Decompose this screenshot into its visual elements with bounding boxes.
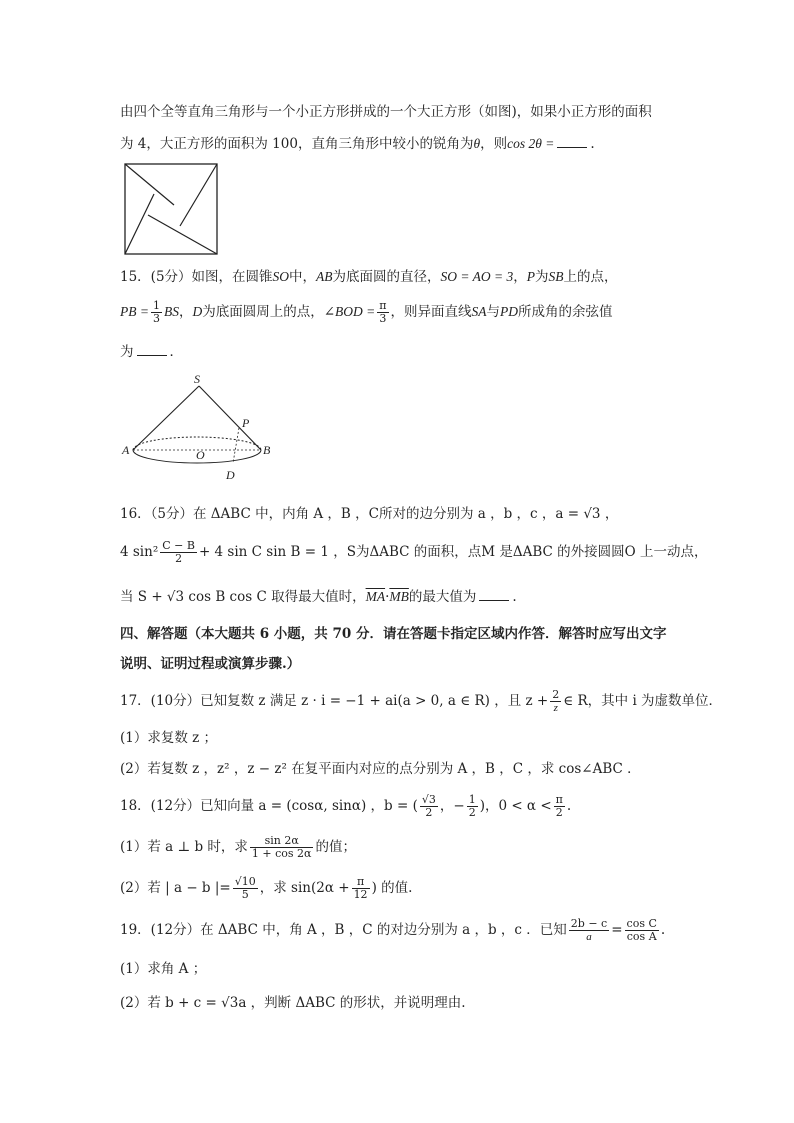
cone-figure: [118, 370, 278, 485]
answer-blank: [137, 343, 167, 356]
p19-q1: (1）求角 A ；: [120, 961, 207, 977]
p18-q1: (1）若 a ⊥ b 时，求 $\frac{\sin 2\alpha}{1 + \cos 2\alpha}$ 的值；: [120, 834, 356, 860]
label-d: D: [226, 468, 235, 482]
answer-blank: [479, 588, 509, 601]
label-p: P: [242, 416, 250, 430]
p16-line3: 当 S + √3 cos B cos C 取得最大值时，$\overline{MA}\cdot\overline{MB}$的最大值为 .: [120, 589, 517, 605]
p18-line1: 18．(12分）已知向量 a = (cosα, sinα) ，b = ( $\frac{√3}{2}$ ，− $\frac{1}{2}$ )，0 < α < $\frac{\pi}{2}$ .: [120, 793, 572, 819]
square-figure: [124, 163, 218, 255]
p15-line3: 为 ．: [120, 344, 183, 360]
p16-line1: 16．（5分）在 ΔABC 中，内角 A ，B ，C所对的边分别为 a ，b ，c ，a = √3 ，: [120, 506, 619, 522]
p16-line2: 4 sin² $\frac{C - B}{2}$ + 4 sin C sin B = 1 ，S为ΔABC 的面积，点M 是ΔABC 的外接圆圆O 上一动点，: [120, 539, 708, 565]
p15-line1: 15．(5分）如图，在圆锥SO中，AB为底面圆的直径，SO = AO = 3，P为SB上的点，: [120, 269, 618, 285]
p17-line1: 17．(10分）已知复数 z 满足 z · i = −1 + ai(a > 0, a ∈ R) ，且 z + $\frac{2}{z}$ ∈ R，其中 i 为虚数单位．: [120, 688, 723, 714]
p19-q2: (2）若 b + c = √3a ，判断 ΔABC 的形状，并说明理由.: [120, 995, 466, 1011]
p14-line2: 为 4，大正方形的面积为 100，直角三角形中较小的锐角为θ，则cos 2θ = .: [120, 136, 595, 152]
section-4-heading-cont: 说明、证明过程或演算步骤.）: [120, 656, 301, 672]
p14-line1: 由四个全等直角三角形与一个小正方形拼成的一个大正方形（如图)，如果小正方形的面积: [120, 104, 652, 120]
label-s: S: [194, 372, 200, 386]
section-4-heading: 四、解答题（本大题共 6 小题，共 70 分．请在答题卡指定区域内作答．解答时应写出文字: [120, 626, 667, 642]
answer-blank: [557, 135, 587, 148]
label-b: B: [263, 443, 271, 457]
p18-q2: (2）若 | a − b |= $\frac{√10}{5}$ ，求 sin(2α + $\frac{\pi}{12}$ ) 的值.: [120, 875, 413, 901]
p15-line2: PB = $\frac{1}{3}$ BS，D为底面圆周上的点，∠BOD = $\frac{\pi}{3}$ ，则异面直线SA与PD所成角的余弦值: [120, 299, 613, 325]
p17-q1: (1）求复数 z ；: [120, 730, 218, 746]
p17-q2: (2）若复数 z ，z² ，z − z² 在复平面内对应的点分别为 A ，B ，C ，求 cos∠ABC ．: [120, 761, 641, 777]
label-o: O: [196, 448, 205, 462]
label-a: A: [122, 443, 130, 457]
p19-line1: 19．(12分）在 ΔABC 中，角 A ，B ，C 的对边分别为 a ，b ，c ．已知 $\frac{2b - c}{a}$ = $\frac{\text{cos C}}{\text{cos A}}$ .: [120, 917, 666, 943]
